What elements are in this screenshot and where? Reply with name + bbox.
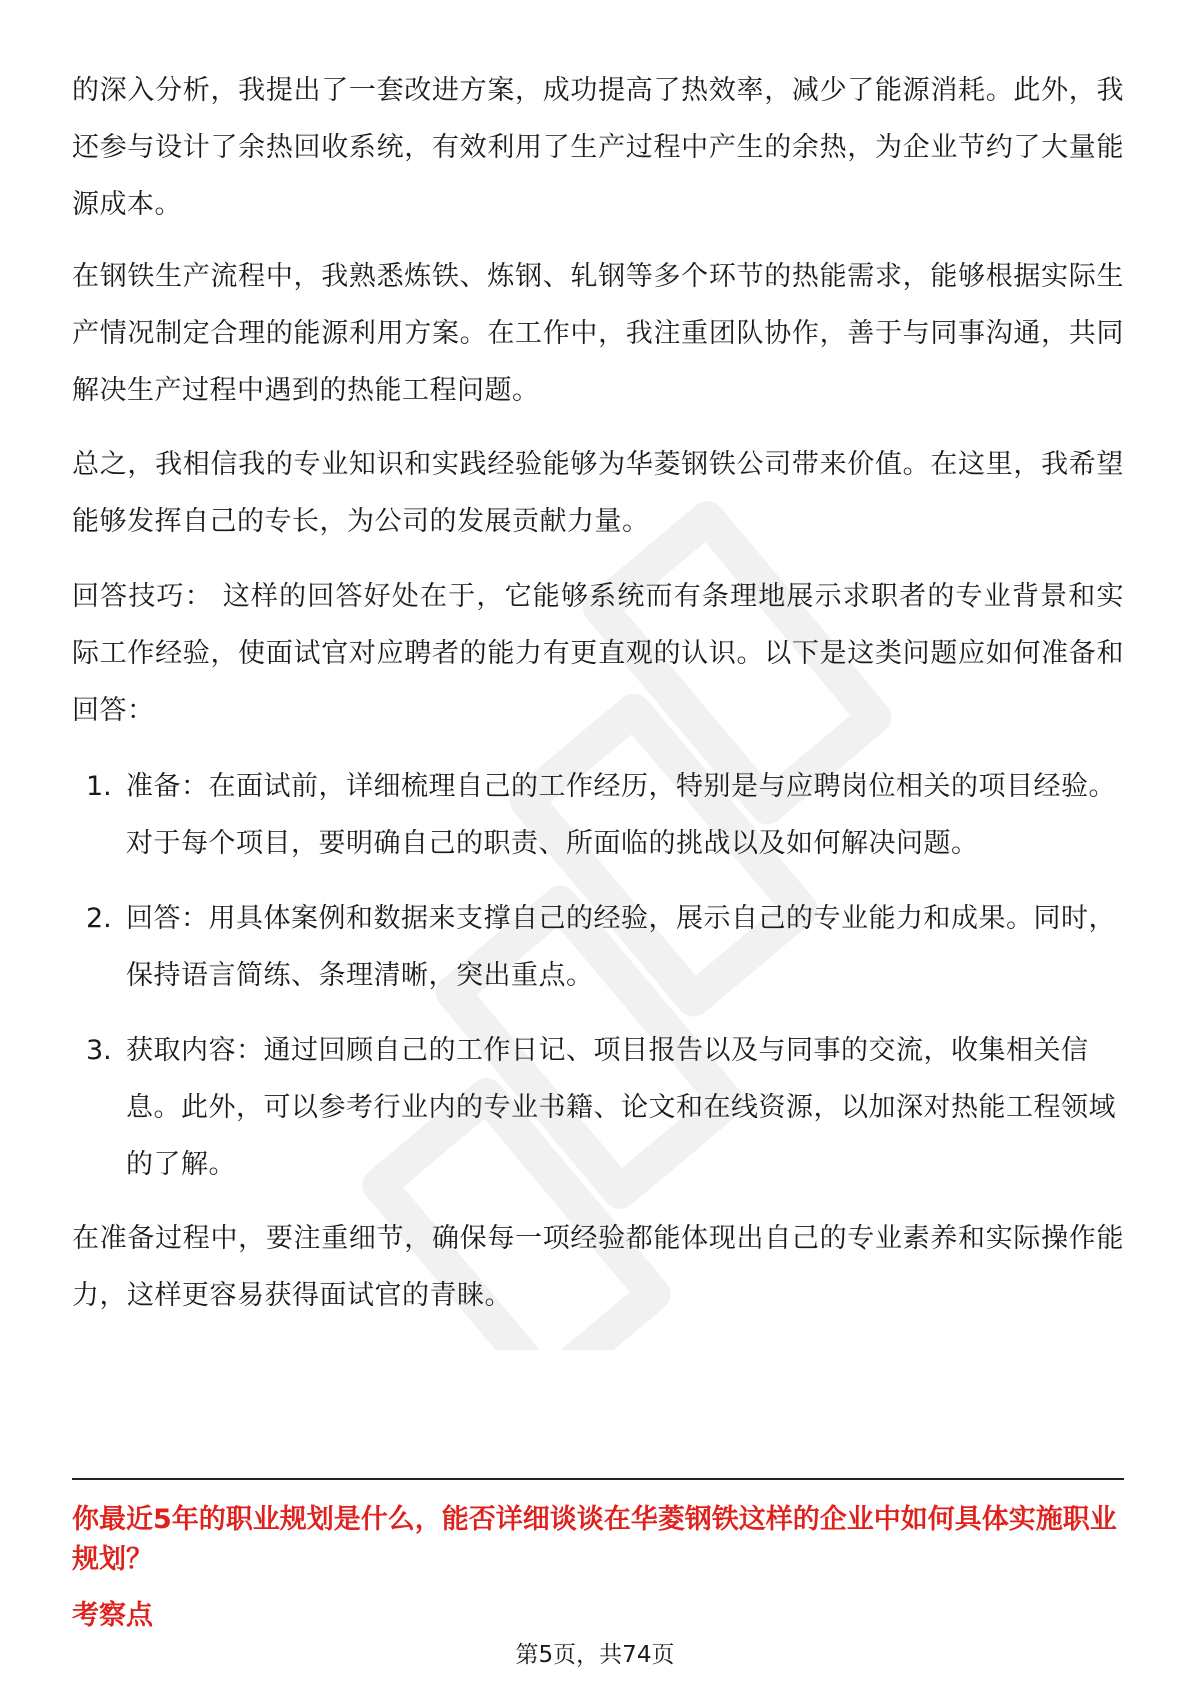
- list-number: 3.: [86, 1035, 112, 1066]
- page-footer: 第5页，共74页: [515, 1642, 675, 1668]
- section-divider: [72, 1478, 1124, 1480]
- list-item-gather-content: 获取内容：通过回顾自己的工作日记、项目报告以及与同事的交流，收集相关信息。此外，可以参考行业内的专业书籍、论文和在线资源，以加深对热能工程领域的了解。: [126, 1035, 1116, 1180]
- question-heading: 你最近5年的职业规划是什么，能否详细谈谈在华菱钢铁这样的企业中如何具体实施职业规划？: [72, 1504, 1117, 1575]
- section-heading-assessment: 考察点: [72, 1600, 153, 1631]
- list-number: 1.: [86, 771, 112, 802]
- list-item-answer: 回答：用具体案例和数据来支撑自己的经验，展示自己的专业能力和成果。同时，保持语言简练、条理清晰，突出重点。: [126, 903, 1116, 991]
- paragraph-summary: 总之，我相信我的专业知识和实践经验能够为华菱钢铁公司带来价值。在这里，我希望能够发挥自己的专长，为公司的发展贡献力量。: [72, 449, 1124, 537]
- list-number: 2.: [86, 903, 112, 934]
- paragraph-analysis: 的深入分析，我提出了一套改进方案，成功提高了热效率，减少了能源消耗。此外，我还参与设计了余热回收系统，有效利用了生产过程中产生的余热，为企业节约了大量能源成本。: [72, 75, 1124, 220]
- paragraph-preparation-details: 在准备过程中，要注重细节，确保每一项经验都能体现出自己的专业素养和实际操作能力，这样更容易获得面试官的青睐。: [72, 1223, 1124, 1311]
- paragraph-steel-process: 在钢铁生产流程中，我熟悉炼铁、炼钢、轧钢等多个环节的热能需求，能够根据实际生产情况制定合理的能源利用方案。在工作中，我注重团队协作，善于与同事沟通，共同解决生产过程中遇到的热能工程问题。: [72, 261, 1124, 406]
- paragraph-answer-tips: 回答技巧： 这样的回答好处在于，它能够系统而有条理地展示求职者的专业背景和实际工作经验，使面试官对应聘者的能力有更直观的认识。以下是这类问题应如何准备和回答：: [72, 581, 1124, 726]
- list-item-prepare: 准备：在面试前，详细梳理自己的工作经历，特别是与应聘岗位相关的项目经验。对于每个项目，要明确自己的职责、所面临的挑战以及如何解决问题。: [126, 771, 1116, 859]
